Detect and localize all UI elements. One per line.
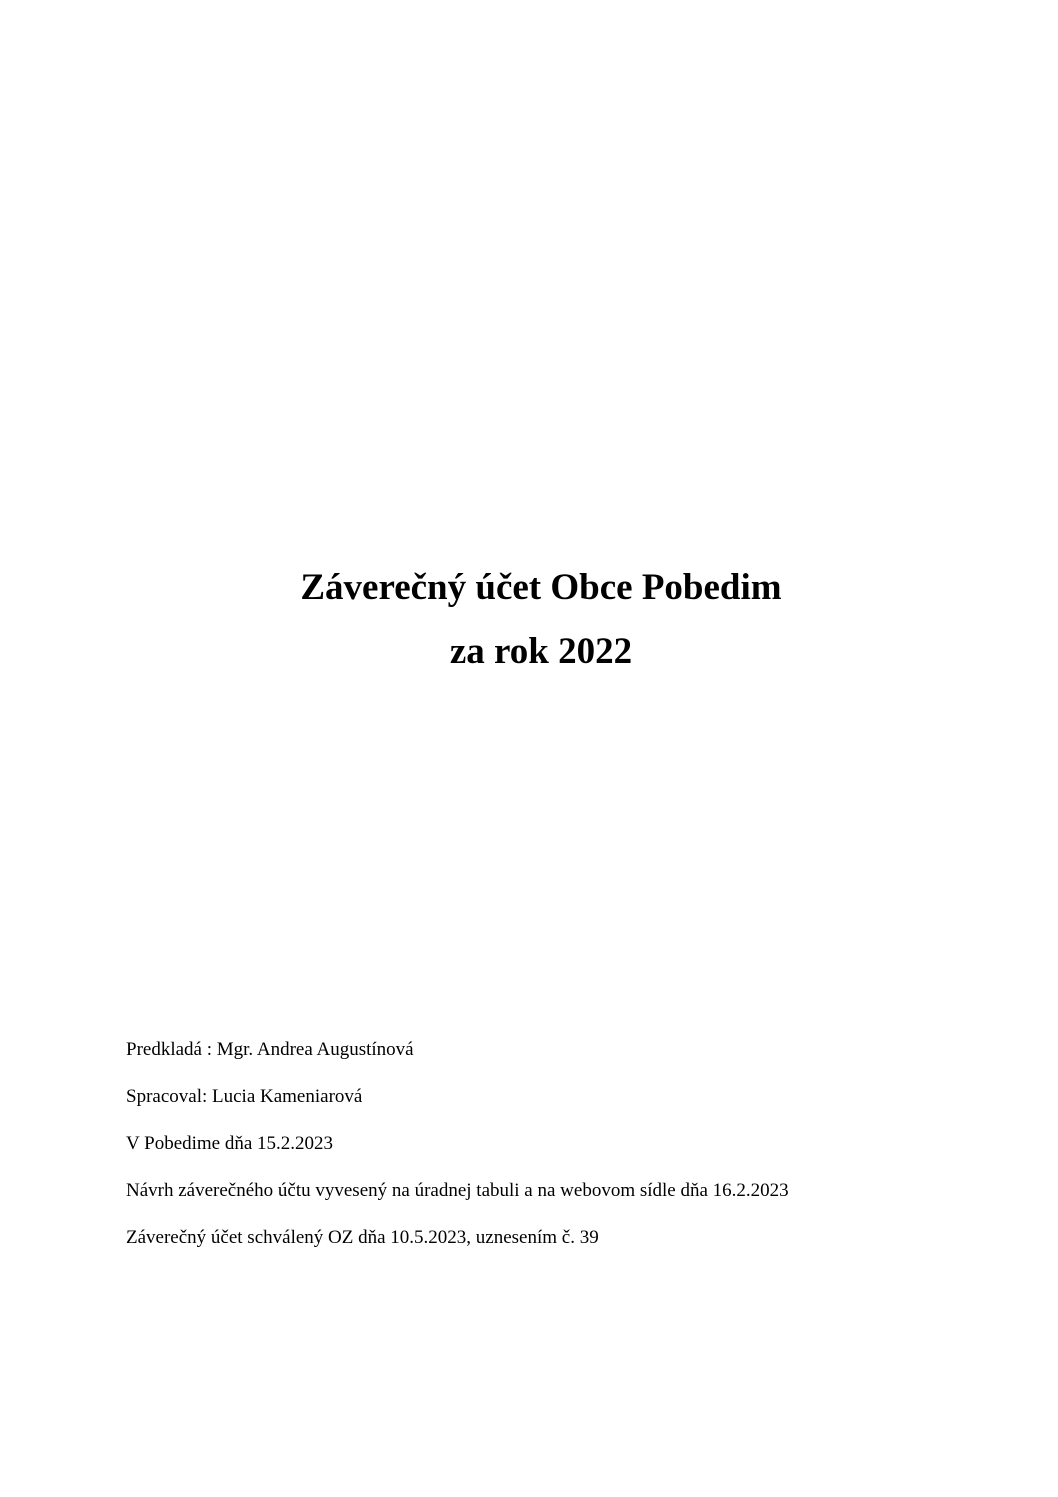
- title-line-1: Záverečný účet Obce Pobedim: [300, 567, 782, 608]
- prepared-by-text: Spracoval: Lucia Kameniarová: [126, 1086, 363, 1107]
- draft-posted-text: Návrh záverečného účtu vyvesený na úradnej tabuli a na webovom sídle dňa 16.2.2023: [126, 1180, 789, 1201]
- place-date-text: V Pobedime dňa 15.2.2023: [126, 1133, 334, 1154]
- presented-by-text: Predkladá : Mgr. Andrea Augustínová: [126, 1039, 414, 1060]
- document-info: [126, 1038, 789, 1273]
- title-line-2: za rok 2022: [449, 631, 633, 672]
- document-title: [0, 556, 1058, 684]
- approval-text: Záverečný účet schválený OZ dňa 10.5.2023, uznesením č. 39: [126, 1227, 599, 1248]
